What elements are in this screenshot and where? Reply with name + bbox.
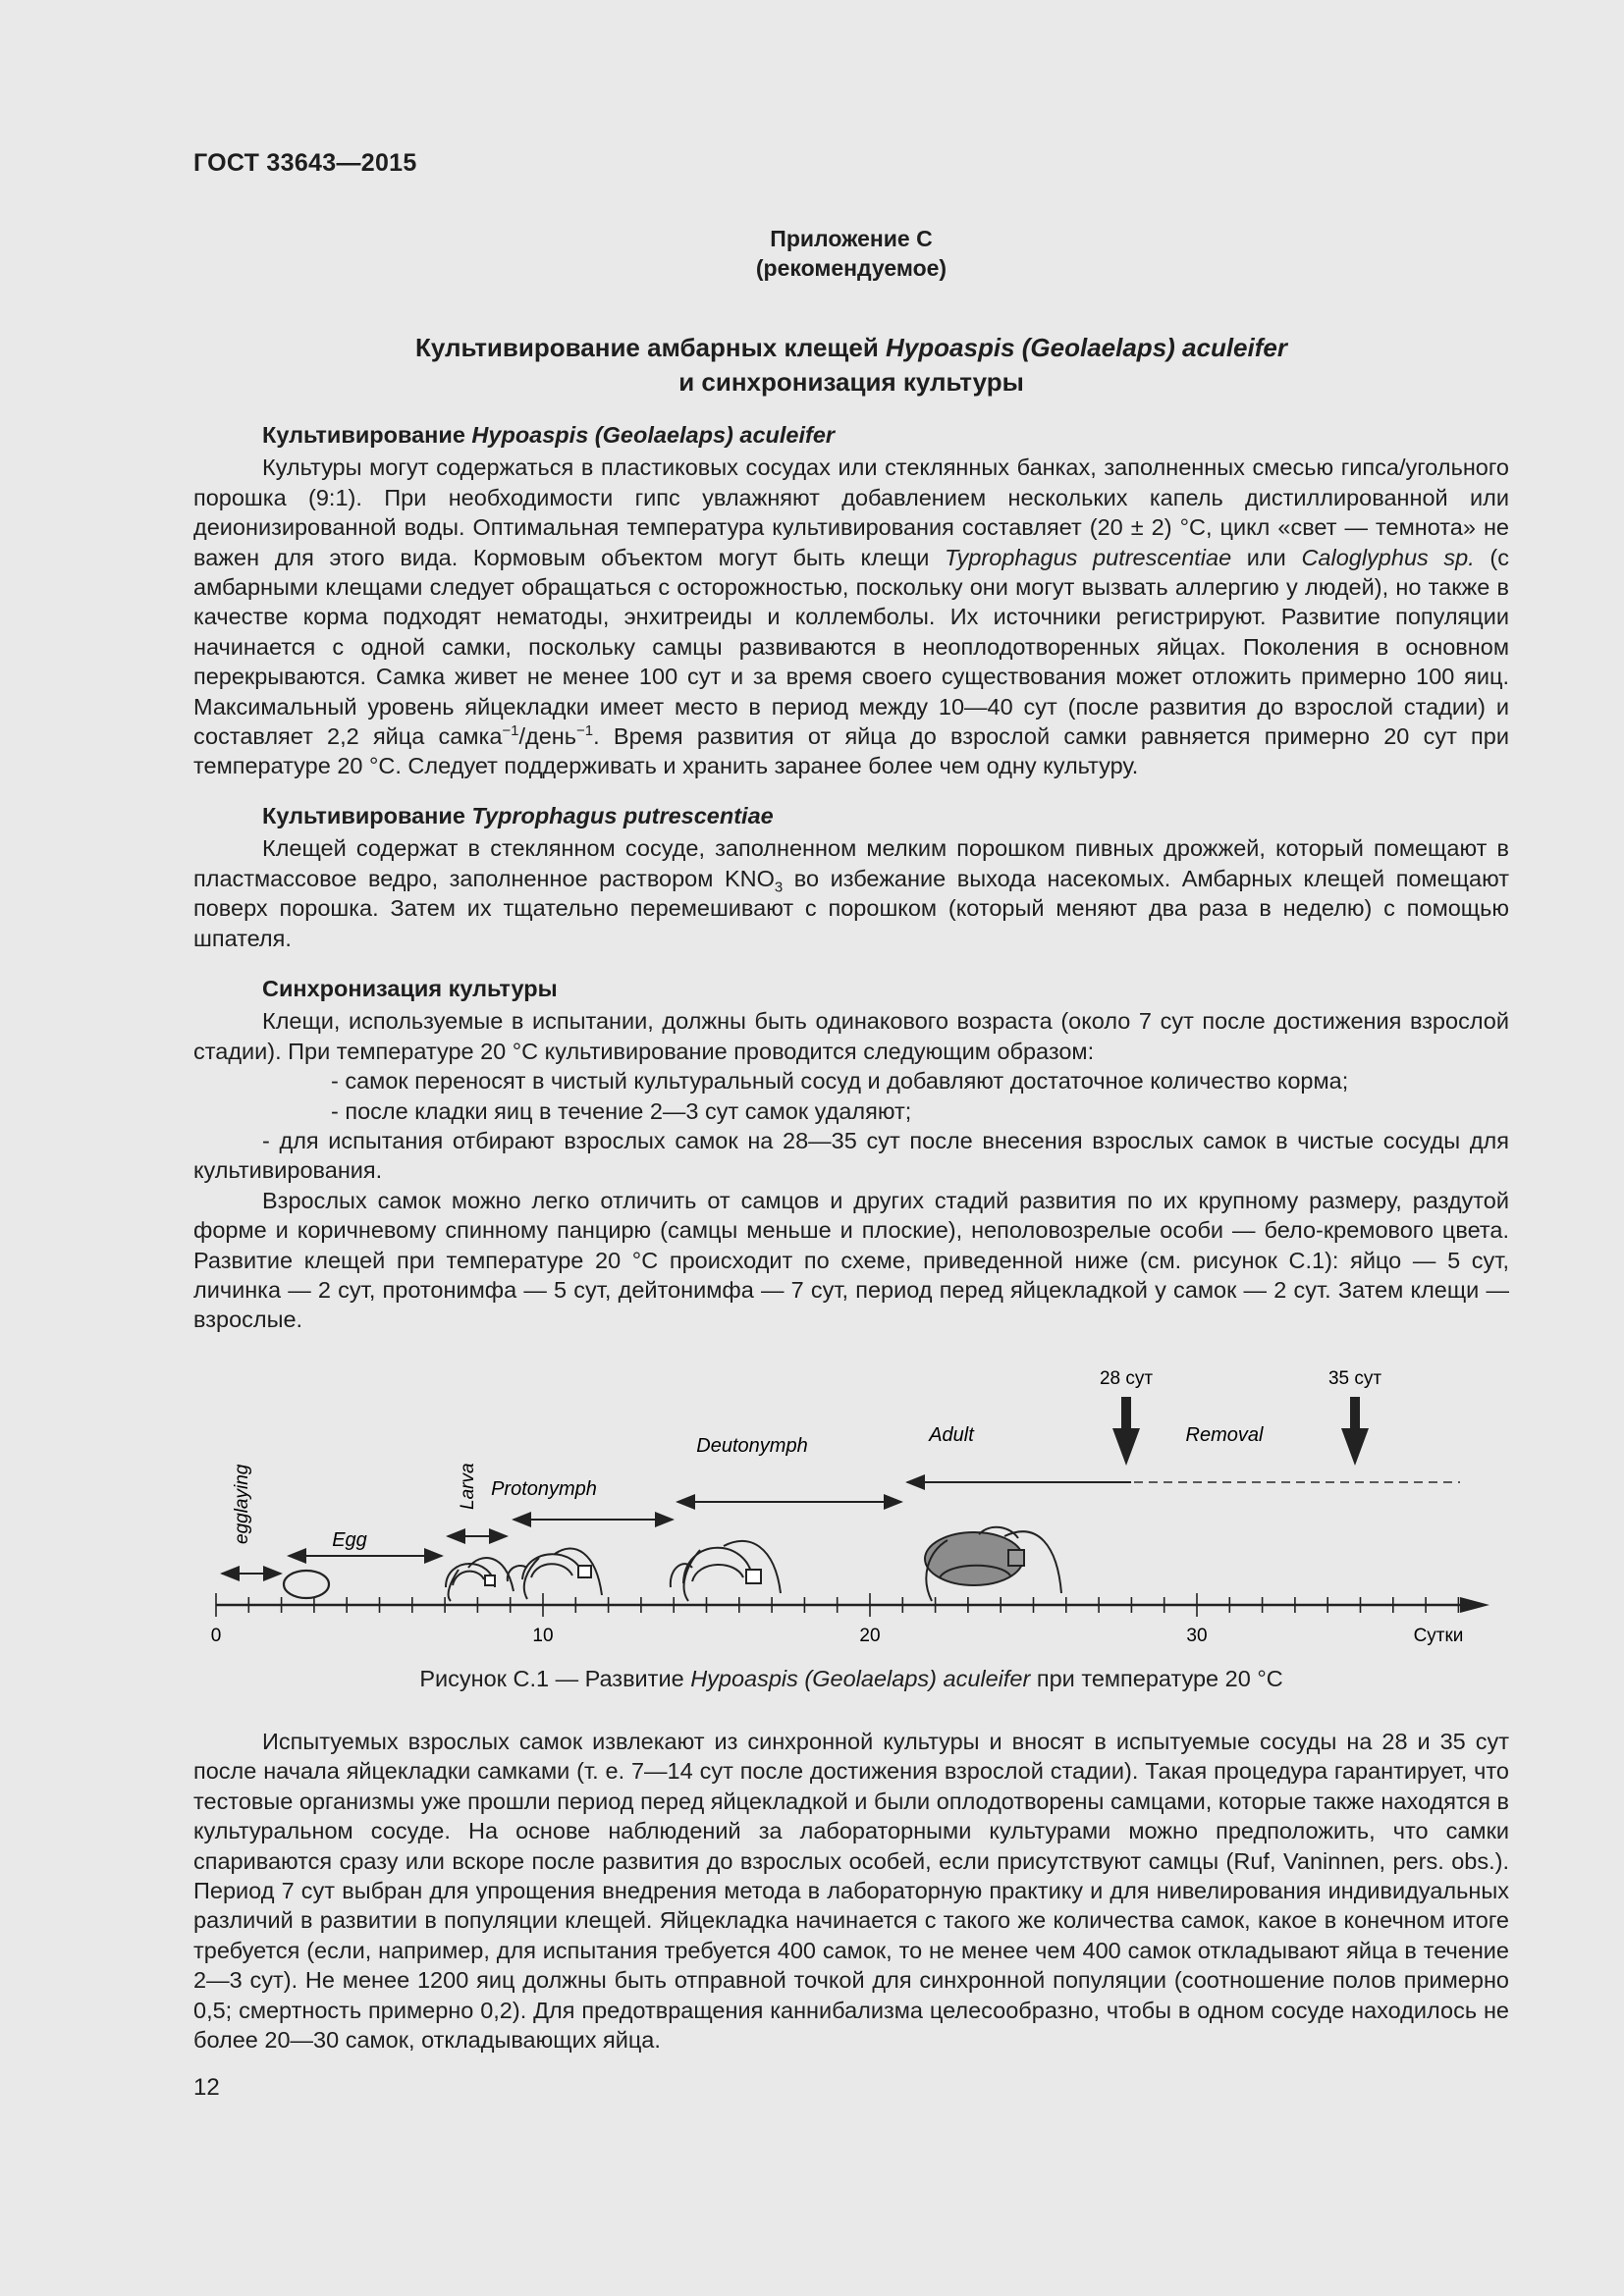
section-title xyxy=(193,331,1509,400)
standard-header: ГОСТ 33643—2015 xyxy=(193,149,417,177)
label-28-days: 28 сут xyxy=(1099,1368,1154,1389)
deutonymph-mite-icon xyxy=(671,1541,781,1601)
label-egg: Egg xyxy=(332,1529,367,1551)
tick-label-30: 30 xyxy=(1186,1626,1208,1646)
adult-female-mite-icon xyxy=(925,1527,1061,1601)
label-larva: Larva xyxy=(458,1463,478,1510)
paragraph-test-females: Испытуемых взрослых самок извлекают из синхронной культуры и вносят в испытуемые сосуды на 28 и 35 сут после начала яйцекладки самками (т. е. 7—14 сут после достижения взрослой стадии). Такая процедура гарантирует, что тестовые организмы уже прошли период перед яйцекладкой и были оплодотворены самцами, которые также находятся в культуральном сосуде. На основе наблюдений за лабораторными культурами можно предположить, что самки спариваются сразу или вскоре после развития до взрослых особей, если присутствуют самцы (Ruf, Vaninnen, pers. obs.). Период 7 сут выбран для упрощения внедрения метода в лабораторную практику и для нивелирования индивидуальных различий в развитии в популяции клещей. Яйцекладка начинается с такого же количества самок, какое в конечном итоге требуется (если, например, для испытания требуется 400 самок, то не менее чем 400 самок откладывают яйца в течение 2—3 сут). Не менее 1200 яиц должны быть отправной точкой для синхронной популяции (соотношение полов примерно 0,5; смертность примерно 0,2). Для предотвращения каннибализма целесообразно, чтобы в одном сосуде находилось не более 20—30 самок, откладывающих яйца. xyxy=(193,1729,1509,2054)
list-item: - после кладки яиц в течение 2—3 сут самок удаляют; xyxy=(331,1097,912,1124)
paragraph-hypoaspis: Культуры могут содержаться в пластиковых сосудах или стеклянных банках, заполненных смесью гипса/угольного порошка (9:1). При необходимости гипс увлажняют добавлением нескольких капель дистиллированной или деионизированной воды. Оптимальная температура культивирования составляет (20 ± 2) °С, цикл «свет — темнота» не важен для этого вида. Кормовым объектом могут быть клещи Typrophagus putrescentiae или Caloglyphus sp. (с амбарными клещами следует обращаться с осторожностью, поскольку они могут вызвать аллергию у людей), но также в качестве корма подходят нематоды, энхитреиды и коллемболы. Их источники регистрируют. Развитие популяции начинается с одной самки, поскольку самцы развиваются в неоплодотворенных яйцах. Поколения в основном перекрываются. Самка живет не менее 100 сут и за время своего существования может отложить примерно 100 яиц. Максимальный уровень яйцекладки имеет место в период между 10—40 сут (после развития до взрослой стадии) и составляет 2,2 яйца самка$^{-1}$/день$^{-1}$. Время развития от яйца до взрослой самки равняется примерно 20 сут при температуре 20 °С. Следует поддерживать и хранить заранее более чем одну культуру. xyxy=(193,454,1510,779)
annex-status: (рекомендуемое) xyxy=(755,255,947,281)
subheading-hypoaspis: Культивирование Hypoaspis (Geolaelaps) aculeifer xyxy=(262,422,836,448)
section-synchronization xyxy=(193,974,1509,1335)
page-number: 12 xyxy=(193,2074,220,2101)
label-deutonymph: Deutonymph xyxy=(696,1435,808,1457)
tick-label-20: 20 xyxy=(859,1626,881,1646)
label-egglaying: egglaying xyxy=(232,1464,252,1544)
title-line-2: и синхронизация культуры xyxy=(678,367,1024,397)
tick-label-0: 0 xyxy=(210,1626,222,1646)
label-protonymph: Protonymph xyxy=(491,1478,597,1500)
protonymph-mite-icon xyxy=(508,1548,602,1599)
tick-label-10: 10 xyxy=(532,1626,554,1646)
annex-title: Приложение С xyxy=(770,226,933,251)
label-35-days: 35 сут xyxy=(1327,1368,1382,1389)
list-item: - самок переносят в чистый культуральный сосуд и добавляют достаточное количество корма; xyxy=(331,1068,1349,1095)
subheading-typrophagus: Культивирование Typrophagus putrescentiae xyxy=(262,803,774,828)
section-hypoaspis-culture xyxy=(193,420,1509,781)
list-item: - для испытания отбирают взрослых самок на 28—35 сут после внесения взрослых самок в чистые сосуды для культивирования. xyxy=(193,1128,1509,1184)
paragraph-typrophagus: Клещей содержат в стеклянном сосуде, заполненном мелким порошком пивных дрожжей, который помещают в пластмассовое ведро, заполненное раствором $KNO_3$ во избежание выхода насекомых. Амбарных клещей помещают поверх порошка. Затем их тщательно перемешивают с порошком (который меняют два раза в неделю) с помощью шпателя. xyxy=(193,835,1509,951)
larva-mite-icon xyxy=(446,1558,514,1601)
annex-heading xyxy=(193,224,1509,283)
label-adult: Adult xyxy=(929,1424,974,1446)
figure-caption: Рисунок С.1 — Развитие Hypoaspis (Geolaelaps) aculeifer при температуре 20 °С xyxy=(419,1666,1283,1691)
down-arrow-35-icon xyxy=(1341,1397,1369,1466)
subheading-synchronization: Синхронизация культуры xyxy=(262,976,558,1001)
paragraph-sync-intro: Клещи, используемые в испытании, должны быть одинакового возраста (около 7 сут после достижения взрослой стадии). При температуре 20 °С культивирование проводится следующим образом: xyxy=(193,1008,1509,1064)
egg-icon xyxy=(284,1571,329,1598)
label-removal: Removal xyxy=(1185,1424,1264,1446)
axis-arrow-icon xyxy=(1460,1597,1489,1613)
paragraph-development: Взрослых самок можно легко отличить от самцов и других стадий развития по их крупному размеру, раздутой форме и коричневому спинному панцирю (самцы меньше и плоские), неполовозрелые особи — бело-кремового цвета. Развитие клещей при температуре 20 °С происходит по схеме, приведенной ниже (см. рисунок С.1): яйцо — 5 сут, личинка — 2 сут, протонимфа — 5 сут, дейтонимфа — 7 сут, период перед яйцекладкой у самок — 2 сут. Затем клещи — взрослые. xyxy=(193,1187,1509,1333)
section-test-females xyxy=(193,1727,1509,2055)
down-arrow-28-icon xyxy=(1112,1397,1140,1466)
axis-unit-label: Сутки xyxy=(1413,1626,1464,1646)
title-line-1: Культивирование амбарных клещей Hypoaspis (Geolaelaps) aculeifer xyxy=(415,333,1287,362)
figure-development-diagram xyxy=(193,1360,1509,1654)
section-typrophagus-culture xyxy=(193,801,1509,953)
